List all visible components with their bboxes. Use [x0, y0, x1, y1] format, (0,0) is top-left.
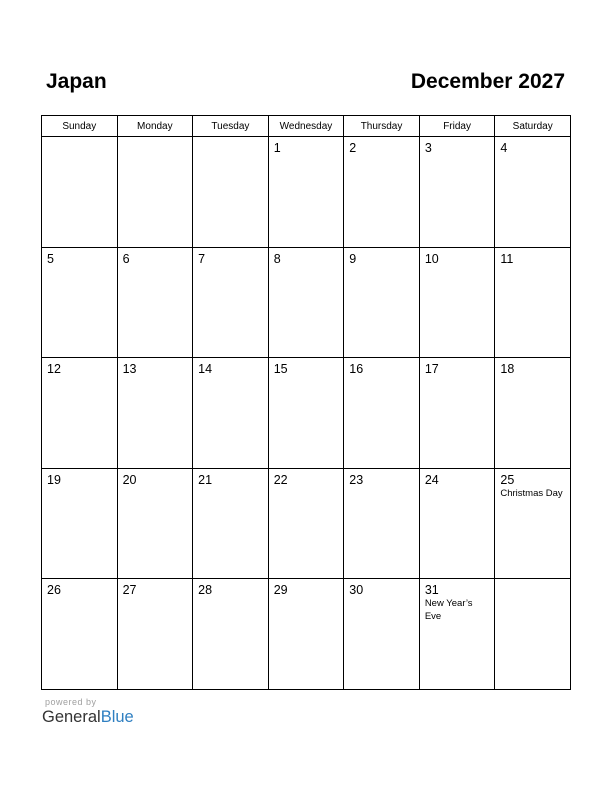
- day-cell: [117, 468, 193, 579]
- day-cell: [495, 579, 571, 690]
- day-cell: [193, 358, 269, 469]
- day-number: 9: [349, 251, 357, 266]
- day-cell: [193, 468, 269, 579]
- brand-blue-text: Blue: [100, 708, 134, 726]
- day-number: 30: [349, 583, 364, 598]
- day-cell: [268, 579, 344, 690]
- day-cell: [42, 137, 118, 248]
- week-row: [42, 137, 571, 248]
- day-number: 19: [47, 472, 61, 487]
- day-cell: [268, 137, 344, 248]
- week-row: [42, 579, 571, 690]
- day-cell: [42, 358, 118, 469]
- week-row: [42, 358, 571, 469]
- day-number: 28: [198, 583, 213, 598]
- week-row: [42, 468, 571, 579]
- day-number: 14: [198, 362, 213, 377]
- day-cell: [344, 137, 420, 248]
- day-number: 5: [47, 251, 54, 266]
- weekday-header-row: [42, 116, 571, 137]
- powered-by-label: powered by: [45, 697, 97, 707]
- day-cell: [419, 468, 495, 579]
- day-number: 18: [500, 362, 515, 377]
- week-row: [42, 247, 571, 358]
- day-cell: [117, 247, 193, 358]
- day-number: 21: [198, 472, 213, 487]
- weekday-saturday: Saturday: [495, 116, 571, 137]
- calendar-header: [46, 70, 565, 100]
- day-cell: [495, 468, 571, 579]
- weekday-tuesday: Tuesday: [193, 116, 269, 137]
- month-title: December 2027: [410, 70, 565, 93]
- day-number: 7: [198, 251, 206, 266]
- generalblue-logo[interactable]: [42, 708, 134, 727]
- day-number: 29: [273, 583, 288, 598]
- day-cell: [419, 137, 495, 248]
- day-cell: [419, 247, 495, 358]
- day-cell: [193, 247, 269, 358]
- day-number: 16: [349, 362, 364, 377]
- day-number: 4: [500, 141, 508, 155]
- holiday-label: New Year’s Eve: [424, 598, 473, 623]
- day-cell: [495, 247, 571, 358]
- day-cell: [268, 468, 344, 579]
- day-number: 3: [424, 141, 432, 155]
- day-cell: [419, 358, 495, 469]
- day-cell: [344, 247, 420, 358]
- day-number: 24: [424, 472, 439, 487]
- day-cell: [344, 358, 420, 469]
- weekday-sunday: Sunday: [42, 116, 118, 137]
- day-cell: [268, 247, 344, 358]
- weekday-thursday: Thursday: [344, 116, 420, 137]
- day-cell: [495, 137, 571, 248]
- day-cell: [193, 579, 269, 690]
- day-cell: [42, 247, 118, 358]
- day-number: 20: [122, 472, 137, 487]
- day-number: 11: [500, 251, 514, 266]
- day-number: 6: [122, 251, 130, 266]
- day-number: 27: [122, 583, 137, 598]
- country-title: Japan: [46, 70, 107, 93]
- calendar-grid: [41, 115, 571, 690]
- day-cell: [42, 468, 118, 579]
- day-number: 12: [47, 362, 61, 377]
- day-cell: [495, 358, 571, 469]
- brand-general-text: General: [42, 708, 101, 726]
- day-number: 2: [349, 141, 357, 155]
- day-number: 26: [47, 583, 61, 598]
- day-number: 10: [424, 251, 439, 266]
- weekday-wednesday: Wednesday: [268, 116, 344, 137]
- day-cell: [117, 579, 193, 690]
- day-cell: [344, 579, 420, 690]
- day-number: 22: [273, 472, 288, 487]
- day-cell: [193, 137, 269, 248]
- day-cell: [117, 137, 193, 248]
- day-number: 23: [349, 472, 364, 487]
- day-number: 15: [273, 362, 288, 377]
- day-number: 1: [273, 141, 281, 155]
- footer-branding: [42, 697, 134, 727]
- day-number: 25: [500, 472, 515, 487]
- day-number: 8: [273, 251, 281, 266]
- holiday-label: Christmas Day: [500, 487, 563, 499]
- weekday-monday: Monday: [117, 116, 193, 137]
- day-cell: [42, 579, 118, 690]
- day-cell: [419, 579, 495, 690]
- day-number: 31: [424, 583, 439, 598]
- day-cell: [117, 358, 193, 469]
- day-cell: [344, 468, 420, 579]
- day-number: 17: [424, 362, 439, 377]
- day-cell: [268, 358, 344, 469]
- day-number: 13: [122, 362, 137, 377]
- weekday-friday: Friday: [419, 116, 495, 137]
